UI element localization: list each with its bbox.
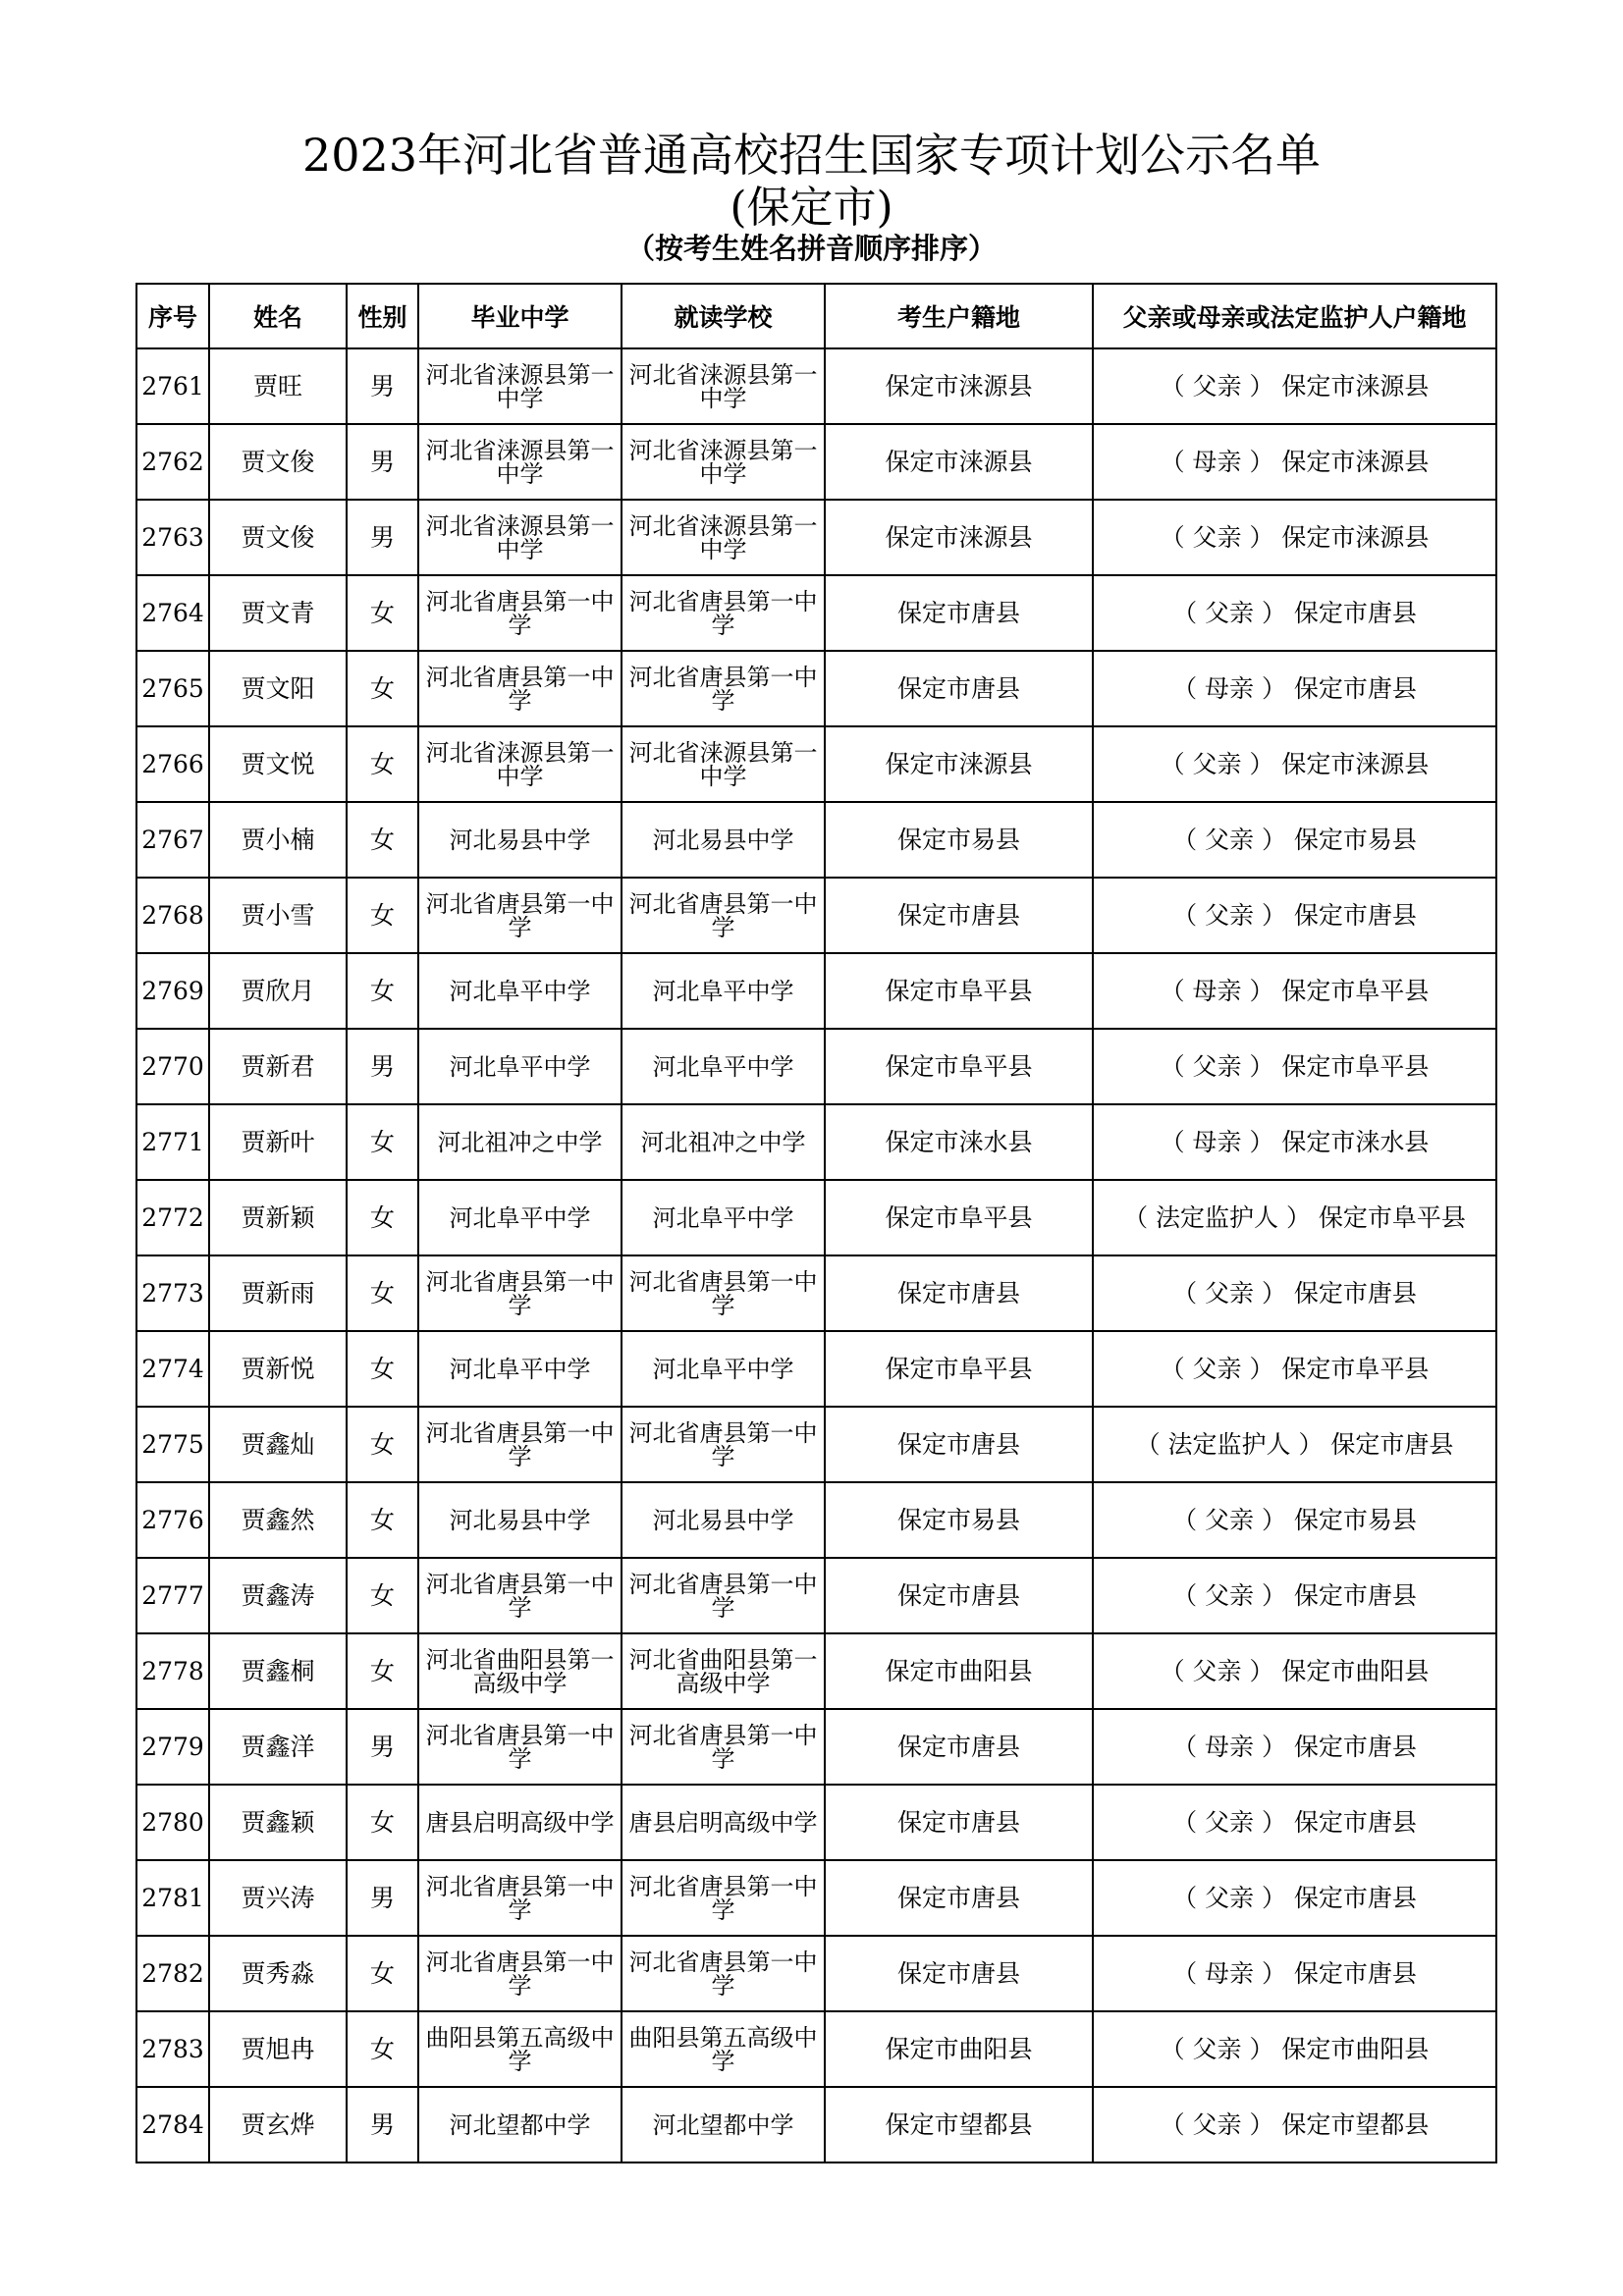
cell-student-hukou: 保定市唐县 bbox=[825, 878, 1093, 953]
cell-gender: 男 bbox=[347, 1709, 418, 1785]
cell-student-hukou: 保定市唐县 bbox=[825, 1558, 1093, 1633]
cell-guardian-hukou: （ 父亲 ） 保定市唐县 bbox=[1093, 1255, 1496, 1331]
cell-graduation-school: 河北省唐县第一中学 bbox=[418, 878, 622, 953]
cell-student-hukou: 保定市涞源县 bbox=[825, 424, 1093, 500]
table-row bbox=[136, 1104, 1496, 1180]
table-row bbox=[136, 953, 1496, 1029]
cell-guardian-hukou: （ 父亲 ） 保定市涞源县 bbox=[1093, 348, 1496, 424]
cell-index: 2767 bbox=[136, 802, 209, 878]
cell-student-hukou: 保定市唐县 bbox=[825, 1709, 1093, 1785]
cell-gender: 女 bbox=[347, 1180, 418, 1255]
cell-guardian-hukou: （ 父亲 ） 保定市涞源县 bbox=[1093, 500, 1496, 575]
cell-guardian-hukou: （ 父亲 ） 保定市唐县 bbox=[1093, 1558, 1496, 1633]
cell-student-hukou: 保定市唐县 bbox=[825, 1785, 1093, 1860]
cell-gender: 女 bbox=[347, 726, 418, 802]
cell-student-hukou: 保定市涞源县 bbox=[825, 726, 1093, 802]
cell-index: 2780 bbox=[136, 1785, 209, 1860]
table-row bbox=[136, 726, 1496, 802]
cell-name: 贾兴涛 bbox=[209, 1860, 347, 1936]
table-row bbox=[136, 1785, 1496, 1860]
sort-note: （按考生姓名拼音顺序排序） bbox=[625, 232, 997, 265]
table-row bbox=[136, 651, 1496, 726]
table-row bbox=[136, 1029, 1496, 1104]
cell-gender: 女 bbox=[347, 1785, 418, 1860]
cell-current-school: 河北省涞源县第一中学 bbox=[622, 424, 825, 500]
cell-name: 贾新君 bbox=[209, 1029, 347, 1104]
col-header-name: 姓名 bbox=[209, 284, 347, 348]
cell-index: 2762 bbox=[136, 424, 209, 500]
cell-guardian-hukou: （ 父亲 ） 保定市易县 bbox=[1093, 802, 1496, 878]
table-row bbox=[136, 1407, 1496, 1482]
cell-index: 2784 bbox=[136, 2087, 209, 2163]
cell-graduation-school: 河北祖冲之中学 bbox=[418, 1104, 622, 1180]
cell-guardian-hukou: （ 法定监护人 ） 保定市阜平县 bbox=[1093, 1180, 1496, 1255]
cell-student-hukou: 保定市阜平县 bbox=[825, 1029, 1093, 1104]
cell-student-hukou: 保定市涞源县 bbox=[825, 348, 1093, 424]
cell-graduation-school: 河北省涞源县第一中学 bbox=[418, 424, 622, 500]
cell-student-hukou: 保定市唐县 bbox=[825, 1407, 1093, 1482]
cell-guardian-hukou: （ 父亲 ） 保定市唐县 bbox=[1093, 878, 1496, 953]
cell-name: 贾鑫洋 bbox=[209, 1709, 347, 1785]
cell-index: 2775 bbox=[136, 1407, 209, 1482]
cell-current-school: 河北省涞源县第一中学 bbox=[622, 726, 825, 802]
cell-student-hukou: 保定市阜平县 bbox=[825, 1331, 1093, 1407]
cell-current-school: 河北易县中学 bbox=[622, 802, 825, 878]
cell-current-school: 河北阜平中学 bbox=[622, 1180, 825, 1255]
cell-current-school: 河北省涞源县第一中学 bbox=[622, 500, 825, 575]
cell-name: 贾文俊 bbox=[209, 500, 347, 575]
cell-current-school: 河北阜平中学 bbox=[622, 1331, 825, 1407]
cell-gender: 女 bbox=[347, 1104, 418, 1180]
cell-current-school: 唐县启明高级中学 bbox=[622, 1785, 825, 1860]
cell-graduation-school: 河北阜平中学 bbox=[418, 1180, 622, 1255]
cell-index: 2763 bbox=[136, 500, 209, 575]
cell-student-hukou: 保定市唐县 bbox=[825, 651, 1093, 726]
cell-name: 贾欣月 bbox=[209, 953, 347, 1029]
table-row bbox=[136, 1936, 1496, 2011]
table-header-row bbox=[136, 284, 1496, 348]
cell-gender: 女 bbox=[347, 878, 418, 953]
cell-guardian-hukou: （ 父亲 ） 保定市唐县 bbox=[1093, 575, 1496, 651]
table-row bbox=[136, 2011, 1496, 2087]
cell-index: 2774 bbox=[136, 1331, 209, 1407]
cell-guardian-hukou: （ 父亲 ） 保定市望都县 bbox=[1093, 2087, 1496, 2163]
cell-current-school: 河北省唐县第一中学 bbox=[622, 1407, 825, 1482]
col-header-graduation-school: 毕业中学 bbox=[418, 284, 622, 348]
cell-current-school: 河北省涞源县第一中学 bbox=[622, 348, 825, 424]
table-row bbox=[136, 1709, 1496, 1785]
cell-guardian-hukou: （ 父亲 ） 保定市涞源县 bbox=[1093, 726, 1496, 802]
table-row bbox=[136, 1255, 1496, 1331]
cell-student-hukou: 保定市易县 bbox=[825, 1482, 1093, 1558]
cell-index: 2772 bbox=[136, 1180, 209, 1255]
cell-gender: 女 bbox=[347, 1558, 418, 1633]
cell-guardian-hukou: （ 父亲 ） 保定市唐县 bbox=[1093, 1860, 1496, 1936]
cell-current-school: 河北省曲阳县第一高级中学 bbox=[622, 1633, 825, 1709]
admission-list-table bbox=[135, 283, 1497, 2163]
cell-name: 贾文阳 bbox=[209, 651, 347, 726]
col-header-current-school: 就读学校 bbox=[622, 284, 825, 348]
table-row bbox=[136, 1331, 1496, 1407]
cell-current-school: 河北望都中学 bbox=[622, 2087, 825, 2163]
table-row bbox=[136, 348, 1496, 424]
table-body bbox=[136, 348, 1496, 2163]
cell-name: 贾新悦 bbox=[209, 1331, 347, 1407]
cell-current-school: 河北祖冲之中学 bbox=[622, 1104, 825, 1180]
cell-name: 贾鑫颖 bbox=[209, 1785, 347, 1860]
cell-name: 贾新颖 bbox=[209, 1180, 347, 1255]
cell-graduation-school: 河北易县中学 bbox=[418, 1482, 622, 1558]
cell-guardian-hukou: （ 母亲 ） 保定市阜平县 bbox=[1093, 953, 1496, 1029]
table-row bbox=[136, 1558, 1496, 1633]
cell-name: 贾文俊 bbox=[209, 424, 347, 500]
table-row bbox=[136, 802, 1496, 878]
cell-current-school: 河北阜平中学 bbox=[622, 1029, 825, 1104]
cell-guardian-hukou: （ 法定监护人 ） 保定市唐县 bbox=[1093, 1407, 1496, 1482]
cell-graduation-school: 唐县启明高级中学 bbox=[418, 1785, 622, 1860]
cell-graduation-school: 河北省唐县第一中学 bbox=[418, 1255, 622, 1331]
cell-graduation-school: 河北阜平中学 bbox=[418, 1029, 622, 1104]
cell-index: 2783 bbox=[136, 2011, 209, 2087]
cell-gender: 女 bbox=[347, 1633, 418, 1709]
cell-index: 2778 bbox=[136, 1633, 209, 1709]
cell-gender: 男 bbox=[347, 1860, 418, 1936]
cell-student-hukou: 保定市唐县 bbox=[825, 1936, 1093, 2011]
cell-index: 2770 bbox=[136, 1029, 209, 1104]
cell-graduation-school: 河北省涞源县第一中学 bbox=[418, 726, 622, 802]
cell-name: 贾秀淼 bbox=[209, 1936, 347, 2011]
table-row bbox=[136, 575, 1496, 651]
cell-index: 2771 bbox=[136, 1104, 209, 1180]
cell-student-hukou: 保定市唐县 bbox=[825, 1860, 1093, 1936]
cell-graduation-school: 曲阳县第五高级中学 bbox=[418, 2011, 622, 2087]
cell-current-school: 河北易县中学 bbox=[622, 1482, 825, 1558]
cell-name: 贾玄烨 bbox=[209, 2087, 347, 2163]
table-row bbox=[136, 500, 1496, 575]
cell-current-school: 河北省唐县第一中学 bbox=[622, 1558, 825, 1633]
cell-index: 2781 bbox=[136, 1860, 209, 1936]
cell-gender: 女 bbox=[347, 1482, 418, 1558]
cell-guardian-hukou: （ 父亲 ） 保定市曲阳县 bbox=[1093, 1633, 1496, 1709]
cell-student-hukou: 保定市望都县 bbox=[825, 2087, 1093, 2163]
cell-index: 2765 bbox=[136, 651, 209, 726]
cell-gender: 女 bbox=[347, 1255, 418, 1331]
page-subtitle: (保定市) bbox=[730, 183, 893, 233]
cell-graduation-school: 河北省唐县第一中学 bbox=[418, 651, 622, 726]
cell-current-school: 河北阜平中学 bbox=[622, 953, 825, 1029]
cell-guardian-hukou: （ 母亲 ） 保定市涞水县 bbox=[1093, 1104, 1496, 1180]
cell-current-school: 河北省唐县第一中学 bbox=[622, 575, 825, 651]
cell-graduation-school: 河北省唐县第一中学 bbox=[418, 1407, 622, 1482]
table-row bbox=[136, 1860, 1496, 1936]
cell-index: 2764 bbox=[136, 575, 209, 651]
cell-guardian-hukou: （ 母亲 ） 保定市唐县 bbox=[1093, 651, 1496, 726]
cell-index: 2761 bbox=[136, 348, 209, 424]
cell-current-school: 河北省唐县第一中学 bbox=[622, 651, 825, 726]
cell-index: 2768 bbox=[136, 878, 209, 953]
cell-gender: 女 bbox=[347, 575, 418, 651]
cell-student-hukou: 保定市唐县 bbox=[825, 1255, 1093, 1331]
table-row bbox=[136, 1180, 1496, 1255]
cell-graduation-school: 河北省唐县第一中学 bbox=[418, 1936, 622, 2011]
cell-student-hukou: 保定市涞源县 bbox=[825, 500, 1093, 575]
table-row bbox=[136, 424, 1496, 500]
cell-gender: 女 bbox=[347, 953, 418, 1029]
cell-gender: 女 bbox=[347, 2011, 418, 2087]
table-row bbox=[136, 2087, 1496, 2163]
table-row bbox=[136, 878, 1496, 953]
cell-graduation-school: 河北阜平中学 bbox=[418, 953, 622, 1029]
cell-name: 贾新雨 bbox=[209, 1255, 347, 1331]
cell-graduation-school: 河北省唐县第一中学 bbox=[418, 1709, 622, 1785]
cell-index: 2773 bbox=[136, 1255, 209, 1331]
cell-student-hukou: 保定市唐县 bbox=[825, 575, 1093, 651]
cell-index: 2776 bbox=[136, 1482, 209, 1558]
cell-student-hukou: 保定市阜平县 bbox=[825, 1180, 1093, 1255]
cell-guardian-hukou: （ 父亲 ） 保定市曲阳县 bbox=[1093, 2011, 1496, 2087]
cell-name: 贾鑫然 bbox=[209, 1482, 347, 1558]
cell-guardian-hukou: （ 父亲 ） 保定市易县 bbox=[1093, 1482, 1496, 1558]
cell-student-hukou: 保定市曲阳县 bbox=[825, 1633, 1093, 1709]
cell-guardian-hukou: （ 母亲 ） 保定市唐县 bbox=[1093, 1709, 1496, 1785]
cell-graduation-school: 河北阜平中学 bbox=[418, 1331, 622, 1407]
page-title: 2023年河北省普通高校招生国家专项计划公示名单 bbox=[301, 129, 1322, 182]
cell-name: 贾文悦 bbox=[209, 726, 347, 802]
cell-graduation-school: 河北易县中学 bbox=[418, 802, 622, 878]
col-header-student-hukou: 考生户籍地 bbox=[825, 284, 1093, 348]
cell-name: 贾文青 bbox=[209, 575, 347, 651]
cell-student-hukou: 保定市曲阳县 bbox=[825, 2011, 1093, 2087]
cell-guardian-hukou: （ 父亲 ） 保定市阜平县 bbox=[1093, 1029, 1496, 1104]
cell-guardian-hukou: （ 母亲 ） 保定市涞源县 bbox=[1093, 424, 1496, 500]
table-row bbox=[136, 1633, 1496, 1709]
cell-graduation-school: 河北省唐县第一中学 bbox=[418, 1558, 622, 1633]
cell-student-hukou: 保定市涞水县 bbox=[825, 1104, 1093, 1180]
cell-index: 2766 bbox=[136, 726, 209, 802]
cell-current-school: 河北省唐县第一中学 bbox=[622, 878, 825, 953]
cell-name: 贾鑫涛 bbox=[209, 1558, 347, 1633]
cell-name: 贾鑫桐 bbox=[209, 1633, 347, 1709]
cell-graduation-school: 河北省唐县第一中学 bbox=[418, 575, 622, 651]
cell-gender: 男 bbox=[347, 500, 418, 575]
cell-current-school: 河北省唐县第一中学 bbox=[622, 1860, 825, 1936]
col-header-gender: 性别 bbox=[347, 284, 418, 348]
cell-current-school: 河北省唐县第一中学 bbox=[622, 1709, 825, 1785]
cell-student-hukou: 保定市阜平县 bbox=[825, 953, 1093, 1029]
cell-name: 贾旺 bbox=[209, 348, 347, 424]
cell-gender: 男 bbox=[347, 2087, 418, 2163]
cell-gender: 女 bbox=[347, 651, 418, 726]
cell-name: 贾新叶 bbox=[209, 1104, 347, 1180]
cell-gender: 男 bbox=[347, 1029, 418, 1104]
table-row bbox=[136, 1482, 1496, 1558]
cell-index: 2782 bbox=[136, 1936, 209, 2011]
cell-graduation-school: 河北省涞源县第一中学 bbox=[418, 500, 622, 575]
cell-name: 贾小雪 bbox=[209, 878, 347, 953]
cell-current-school: 曲阳县第五高级中学 bbox=[622, 2011, 825, 2087]
cell-index: 2779 bbox=[136, 1709, 209, 1785]
cell-name: 贾旭冉 bbox=[209, 2011, 347, 2087]
cell-guardian-hukou: （ 父亲 ） 保定市唐县 bbox=[1093, 1785, 1496, 1860]
cell-graduation-school: 河北望都中学 bbox=[418, 2087, 622, 2163]
cell-guardian-hukou: （ 父亲 ） 保定市阜平县 bbox=[1093, 1331, 1496, 1407]
cell-guardian-hukou: （ 母亲 ） 保定市唐县 bbox=[1093, 1936, 1496, 2011]
cell-name: 贾鑫灿 bbox=[209, 1407, 347, 1482]
cell-graduation-school: 河北省唐县第一中学 bbox=[418, 1860, 622, 1936]
cell-gender: 男 bbox=[347, 348, 418, 424]
cell-gender: 女 bbox=[347, 802, 418, 878]
col-header-index: 序号 bbox=[136, 284, 209, 348]
cell-graduation-school: 河北省涞源县第一中学 bbox=[418, 348, 622, 424]
cell-current-school: 河北省唐县第一中学 bbox=[622, 1936, 825, 2011]
cell-index: 2777 bbox=[136, 1558, 209, 1633]
cell-gender: 女 bbox=[347, 1407, 418, 1482]
cell-name: 贾小楠 bbox=[209, 802, 347, 878]
cell-graduation-school: 河北省曲阳县第一高级中学 bbox=[418, 1633, 622, 1709]
cell-index: 2769 bbox=[136, 953, 209, 1029]
cell-gender: 女 bbox=[347, 1331, 418, 1407]
cell-student-hukou: 保定市易县 bbox=[825, 802, 1093, 878]
cell-gender: 女 bbox=[347, 1936, 418, 2011]
cell-gender: 男 bbox=[347, 424, 418, 500]
col-header-guardian-hukou: 父亲或母亲或法定监护人户籍地 bbox=[1093, 284, 1496, 348]
cell-current-school: 河北省唐县第一中学 bbox=[622, 1255, 825, 1331]
